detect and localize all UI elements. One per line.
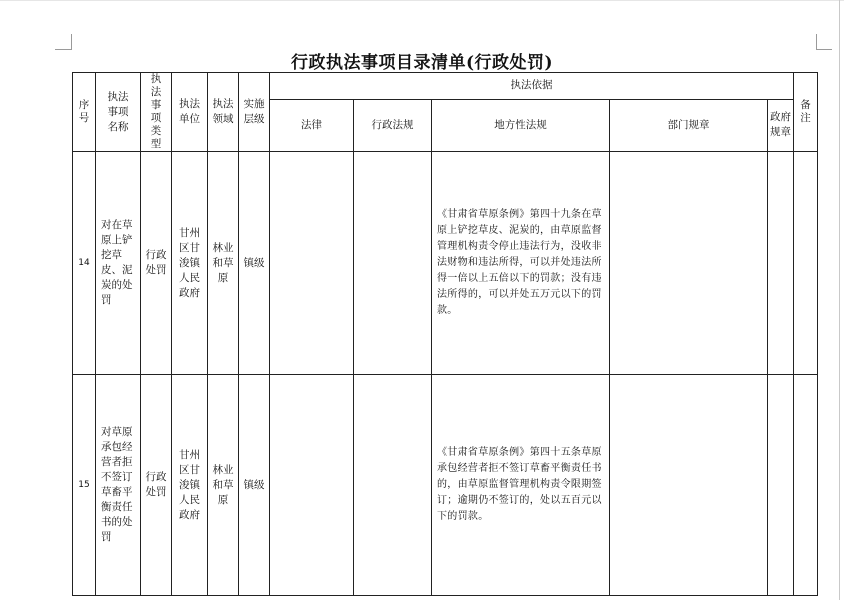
page-title: 行政执法事项目录清单(行政处罚)	[290, 53, 554, 73]
row-local-regs: 《甘肃省草原条例》第四十五条草原承包经营者拒不签订草畜平衡责任书的，由草原监督管理机构责令限期签订；逾期仍不签订的，处以五百元以下的罚款。	[432, 375, 610, 596]
header-item-type: 执法事项类型	[141, 73, 172, 152]
header-gov-rules: 政府规章	[768, 99, 794, 151]
header-admin-regs: 行政法规	[354, 99, 432, 151]
row-gov-rules	[768, 152, 794, 375]
row-dept-rules	[610, 375, 768, 596]
row-seq: 15	[73, 375, 96, 596]
header-basis: 执法依据	[270, 73, 794, 100]
row-remarks	[794, 152, 818, 375]
row-unit: 甘州区甘浚镇人民政府	[172, 152, 208, 375]
header-dept-rules: 部门规章	[610, 99, 768, 151]
row-local-regs: 《甘肃省草原条例》第四十九条在草原上铲挖草皮、泥炭的，由草原监督管理机构责令停止违法行为，没收非法财物和违法所得，可以并处违法所得一倍以上五倍以下的罚款；没有违法所得的，可以并处五万元以下的罚款。	[432, 152, 610, 375]
page-right-edge	[839, 0, 840, 600]
header-unit: 执法单位	[172, 73, 208, 152]
row-field: 林业和草原	[208, 375, 239, 596]
header-seq: 序号	[73, 73, 96, 152]
row-dept-rules	[610, 152, 768, 375]
row-level: 镇级	[239, 375, 270, 596]
table-row	[73, 152, 818, 375]
header-field: 执法领域	[208, 73, 239, 152]
row-item-type: 行政处罚	[141, 375, 172, 596]
row-remarks	[794, 375, 818, 596]
table-row	[73, 375, 818, 596]
row-item-type: 行政处罚	[141, 152, 172, 375]
row-field: 林业和草原	[208, 152, 239, 375]
header-law: 法律	[270, 99, 354, 151]
row-seq: 14	[73, 152, 96, 375]
row-item-name: 对在草原上铲挖草皮、泥炭的处罚	[96, 152, 141, 375]
row-level: 镇级	[239, 152, 270, 375]
row-admin-regs	[354, 375, 432, 596]
row-unit: 甘州区甘浚镇人民政府	[172, 375, 208, 596]
enforcement-table	[72, 72, 818, 596]
header-item-name: 执法事项名称	[96, 73, 141, 152]
row-admin-regs	[354, 152, 432, 375]
row-gov-rules	[768, 375, 794, 596]
header-level: 实施层级	[239, 73, 270, 152]
row-law	[270, 152, 354, 375]
header-local-regs: 地方性法规	[432, 99, 610, 151]
row-law	[270, 375, 354, 596]
row-item-name: 对草原承包经营者拒不签订草畜平衡责任书的处罚	[96, 375, 141, 596]
header-remarks: 备注	[794, 73, 818, 152]
page-top-edge	[0, 0, 844, 1]
